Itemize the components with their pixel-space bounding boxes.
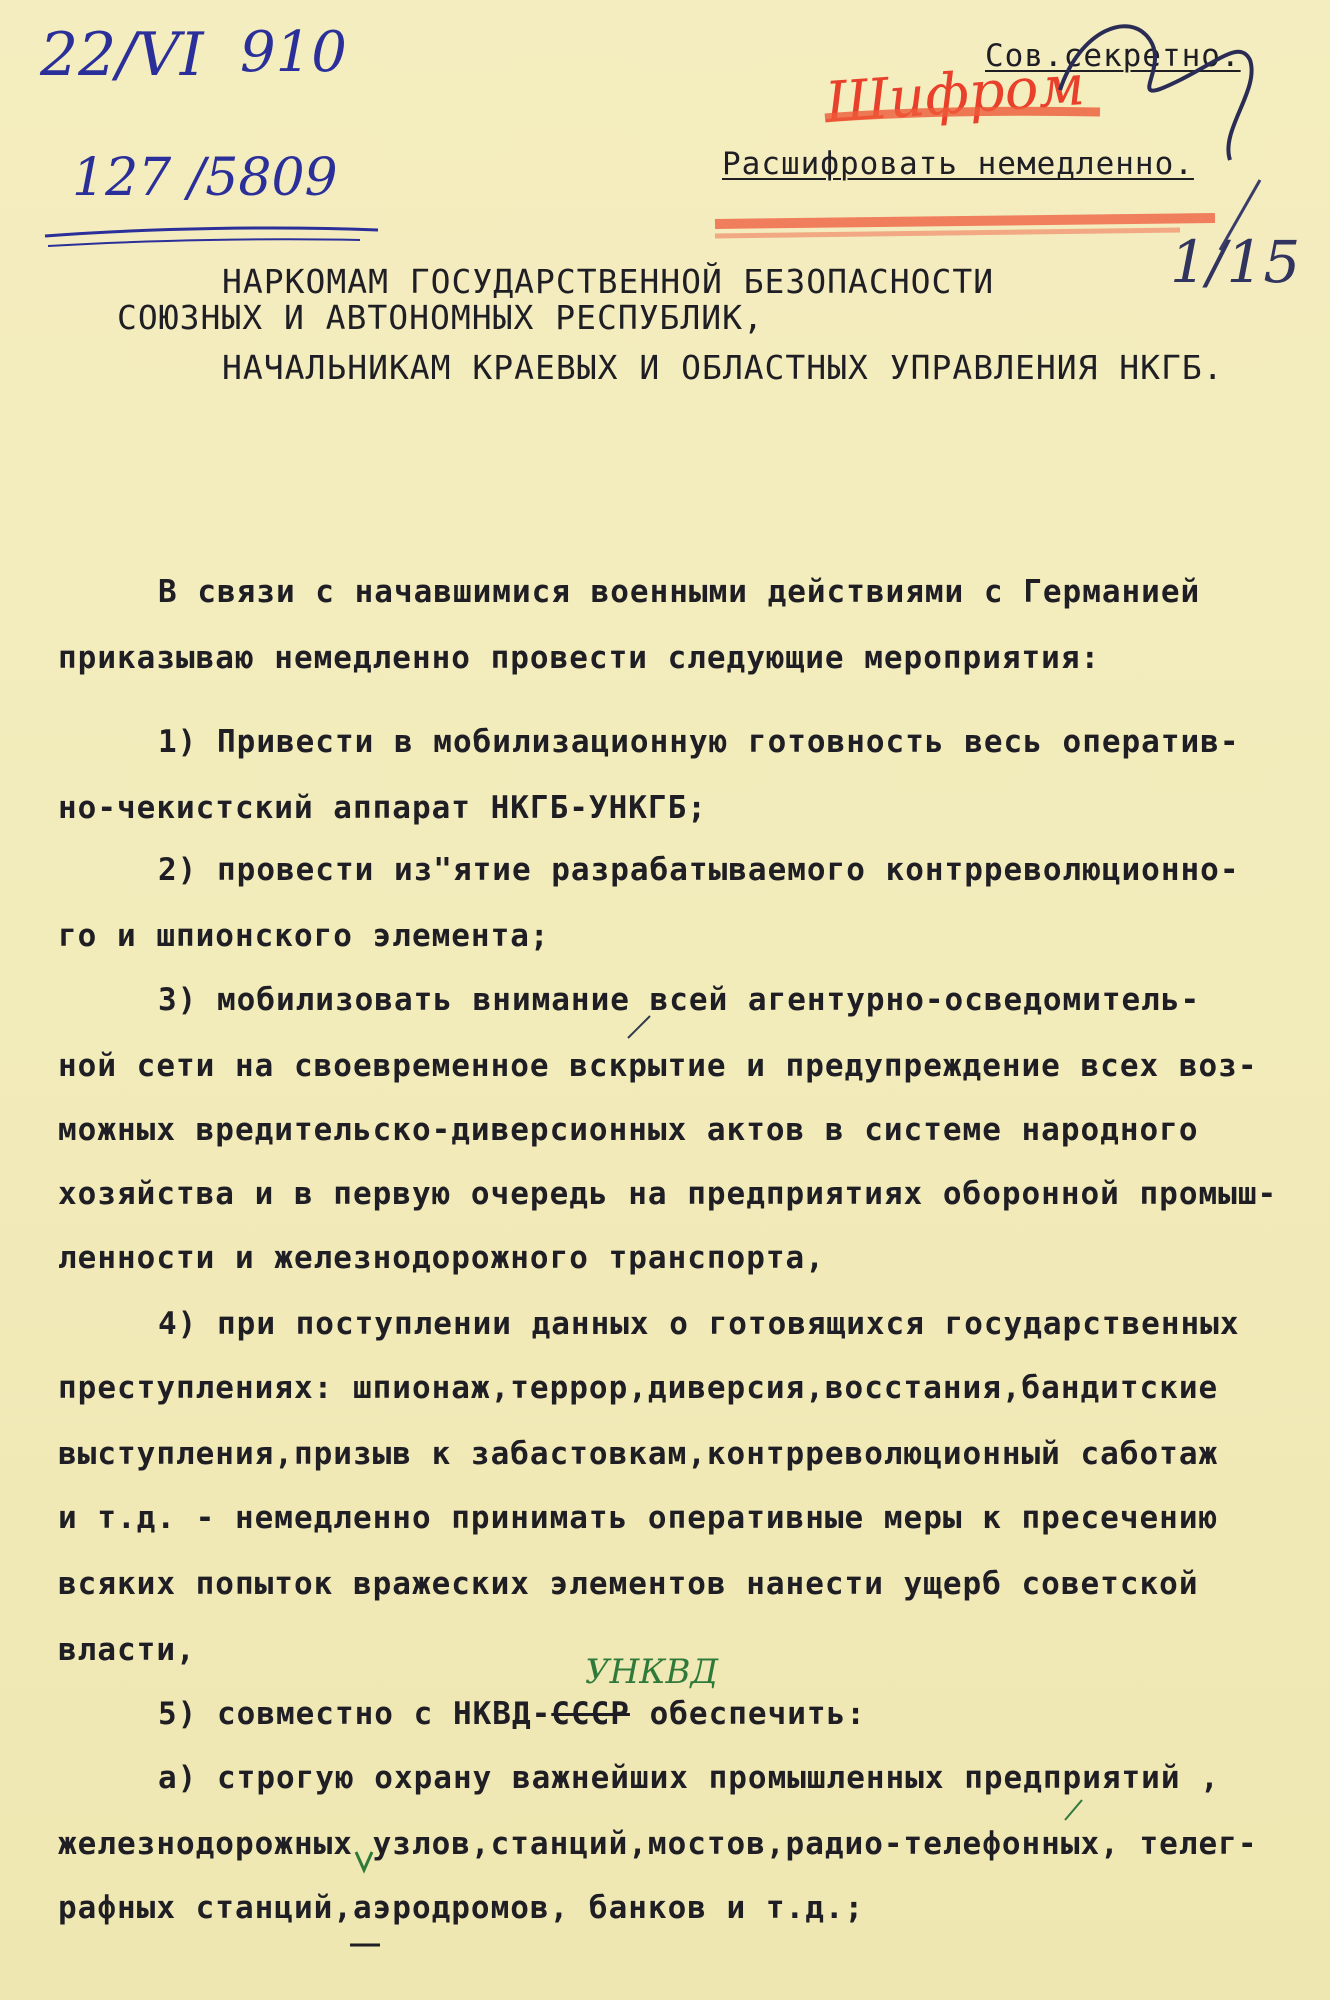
- item5-prefix: 5) совместно с НКВД-: [158, 1696, 552, 1732]
- item4-line-3: выступления,призыв к забастовкам,контрреволюционный саботаж: [58, 1436, 1219, 1472]
- handwritten-number-note: 910: [240, 20, 347, 85]
- margin-mark: 1/15: [1170, 228, 1301, 296]
- intro-line-1: В связи с начавшимися военными действиями с Германией: [158, 574, 1201, 610]
- item5a-line-1: а) строгую охрану важнейших промышленных предприятий ,: [158, 1760, 1220, 1796]
- item3-line-2: ной сети на своевременное вскрытие и предупреждение всех воз-: [58, 1048, 1258, 1084]
- red-highlight-stroke-2: [715, 218, 1215, 224]
- red-highlight-stroke-3: [715, 230, 1180, 236]
- item2-line-2: го и шпионского элемента;: [58, 918, 550, 954]
- handwritten-registration-number: 127 /5809: [72, 148, 338, 208]
- item5a-line-2: железнодорожных узлов,станций,мостов,радио-телефонных, телег-: [58, 1826, 1258, 1862]
- item1-line-2: но-чекистский аппарат НКГБ-УНКГБ;: [58, 790, 707, 826]
- item4-line-1: 4) при поступлении данных о готовящихся государственных: [158, 1306, 1240, 1342]
- blue-underline-stroke-2: [48, 239, 360, 246]
- item4-line-5: всяких попыток вражеских элементов нанести ущерб советской: [58, 1566, 1199, 1602]
- item1-line-1: 1) Привести в мобилизационную готовность весь оператив-: [158, 724, 1240, 760]
- item4-line-2: преступлениях: шпионаж,террор,диверсия,восстания,бандитские: [58, 1370, 1219, 1406]
- handwritten-correction-unkvd: УНКВД: [585, 1652, 719, 1692]
- addressee-line-3: НАЧАЛЬНИКАМ КРАЕВЫХ И ОБЛАСТНЫХ УПРАВЛЕНИЯ НКГБ.: [222, 348, 1224, 387]
- addressee-line-1: НАРКОМАМ ГОСУДАРСТВЕННОЙ БЕЗОПАСНОСТИ: [222, 262, 995, 301]
- item4-line-6: власти,: [58, 1632, 196, 1668]
- item3-line-3: можных вредительско-диверсионных актов в системе народного: [58, 1112, 1199, 1148]
- check-mark-2: [1065, 1800, 1082, 1820]
- cipher-stamp: Шифром: [823, 53, 1087, 136]
- blue-underline-stroke: [45, 228, 378, 236]
- item5-struck-text: СССР: [551, 1696, 630, 1732]
- secrecy-label: Сов.секретно.: [985, 38, 1241, 74]
- item4-line-4: и т.д. - немедленно принимать оперативные меры к пресечению: [58, 1500, 1219, 1536]
- item3-line-5: ленности и железнодорожного транспорта,: [58, 1240, 825, 1276]
- intro-line-2: приказываю немедленно провести следующие мероприятия:: [58, 640, 1101, 676]
- handwritten-date-note: 22/VI: [40, 20, 204, 90]
- item5a-line-3: рафных станций,аэродромов, банков и т.д.;: [58, 1890, 865, 1926]
- decipher-instruction: Расшифровать немедленно.: [722, 146, 1194, 182]
- check-mark: [628, 1016, 650, 1038]
- item2-line-1: 2) провести из"ятие разрабатываемого контрреволюционно-: [158, 852, 1240, 888]
- item3-line-1: 3) мобилизовать внимание всей агентурно-осведомитель-: [158, 982, 1201, 1018]
- item5-line: [158, 1696, 866, 1732]
- item3-line-4: хозяйства и в первую очередь на предприятиях оборонной промыш-: [58, 1176, 1278, 1212]
- addressee-line-2: СОЮЗНЫХ И АВТОНОМНЫХ РЕСПУБЛИК,: [117, 298, 764, 337]
- item5-suffix: обеспечить:: [629, 1696, 866, 1732]
